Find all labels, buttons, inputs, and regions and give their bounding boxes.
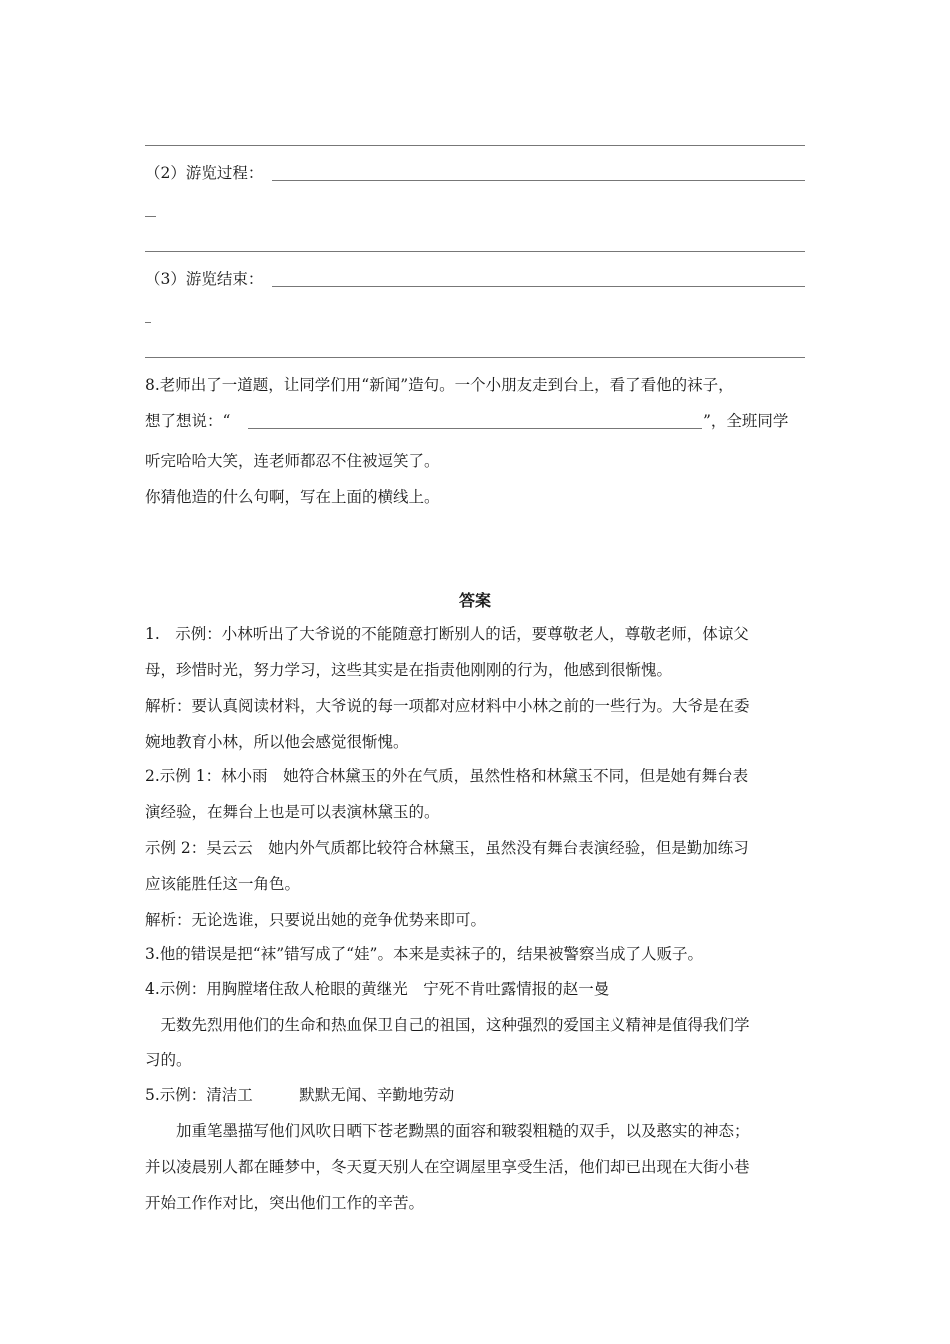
answer-text: 加重笔墨描写他们风吹日晒下苍老黝黑的面容和皲裂粗糙的双手，以及憨实的神态； [145,1122,750,1140]
q7-part3-label: （3）游览结束： [145,270,264,288]
answer-line-stub [145,322,151,323]
answers-title: 答案 [458,591,491,610]
q8-text: ”，全班同学 [703,412,789,430]
answer-text: 母，珍惜时光，努力学习，这些其实是在指责他刚刚的行为，他感到很惭愧。 [145,661,673,679]
answer-line-stub [145,216,156,217]
answer-text: 2.示例 1：林小雨 她符合林黛玉的外在气质，虽然性格和林黛玉不同，但是她有舞台表 [145,767,749,785]
answer-text: 解析：要认真阅读材料，大爷说的每一项都对应材料中小林之前的一些行为。大爷是在委 [145,697,750,715]
answer-text: 示例 2：吴云云 她内外气质都比较符合林黛玉，虽然没有舞台表演经验，但是勤加练习 [145,839,749,857]
answer-line[interactable] [145,357,805,358]
q7-part2-label: （2）游览过程： [145,164,264,182]
q8-text: 8.老师出了一道题，让同学们用“新闻”造句。一个小朋友走到台上，看了看他的袜子， [145,376,734,394]
answer-text: 婉地教育小林，所以他会感觉很惭愧。 [145,733,409,751]
answer-text: 并以凌晨别人都在睡梦中，冬天夏天别人在空调屋里享受生活，他们却已出现在大街小巷 [145,1158,750,1176]
answer-line[interactable] [248,428,702,429]
q8-text: 想了想说：“ [145,412,231,430]
answer-text: 4.示例：用胸膛堵住敌人枪眼的黄继光 宁死不肯吐露情报的赵一曼 [145,980,610,998]
answer-text: 应该能胜任这一角色。 [145,875,301,893]
answer-text: 演经验，在舞台上也是可以表演林黛玉的。 [145,803,440,821]
answer-text: 习的。 [145,1051,192,1069]
answer-text: 无数先烈用他们的生命和热血保卫自己的祖国，这种强烈的爱国主义精神是值得我们学 [145,1016,750,1034]
answer-line[interactable] [272,180,805,181]
answer-text: 3.他的错误是把“袜”错写成了“娃”。本来是卖袜子的，结果被警察当成了人贩子。 [145,945,703,963]
answer-text: 解析：无论选谁，只要说出她的竞争优势来即可。 [145,911,487,929]
answer-line[interactable] [145,251,805,252]
answer-text: 1. 示例：小林听出了大爷说的不能随意打断别人的话，要尊敬老人，尊敬老师，体谅父 [145,625,749,643]
q8-text: 听完哈哈大笑，连老师都忍不住被逗笑了。 [145,452,440,470]
answer-line[interactable] [272,286,805,287]
answer-text: 5.示例：清洁工 默默无闻、辛勤地劳动 [145,1086,455,1104]
answer-text: 开始工作作对比，突出他们工作的辛苦。 [145,1194,425,1212]
answer-line[interactable] [145,145,805,146]
q8-text: 你猜他造的什么句啊，写在上面的横线上。 [145,488,440,506]
